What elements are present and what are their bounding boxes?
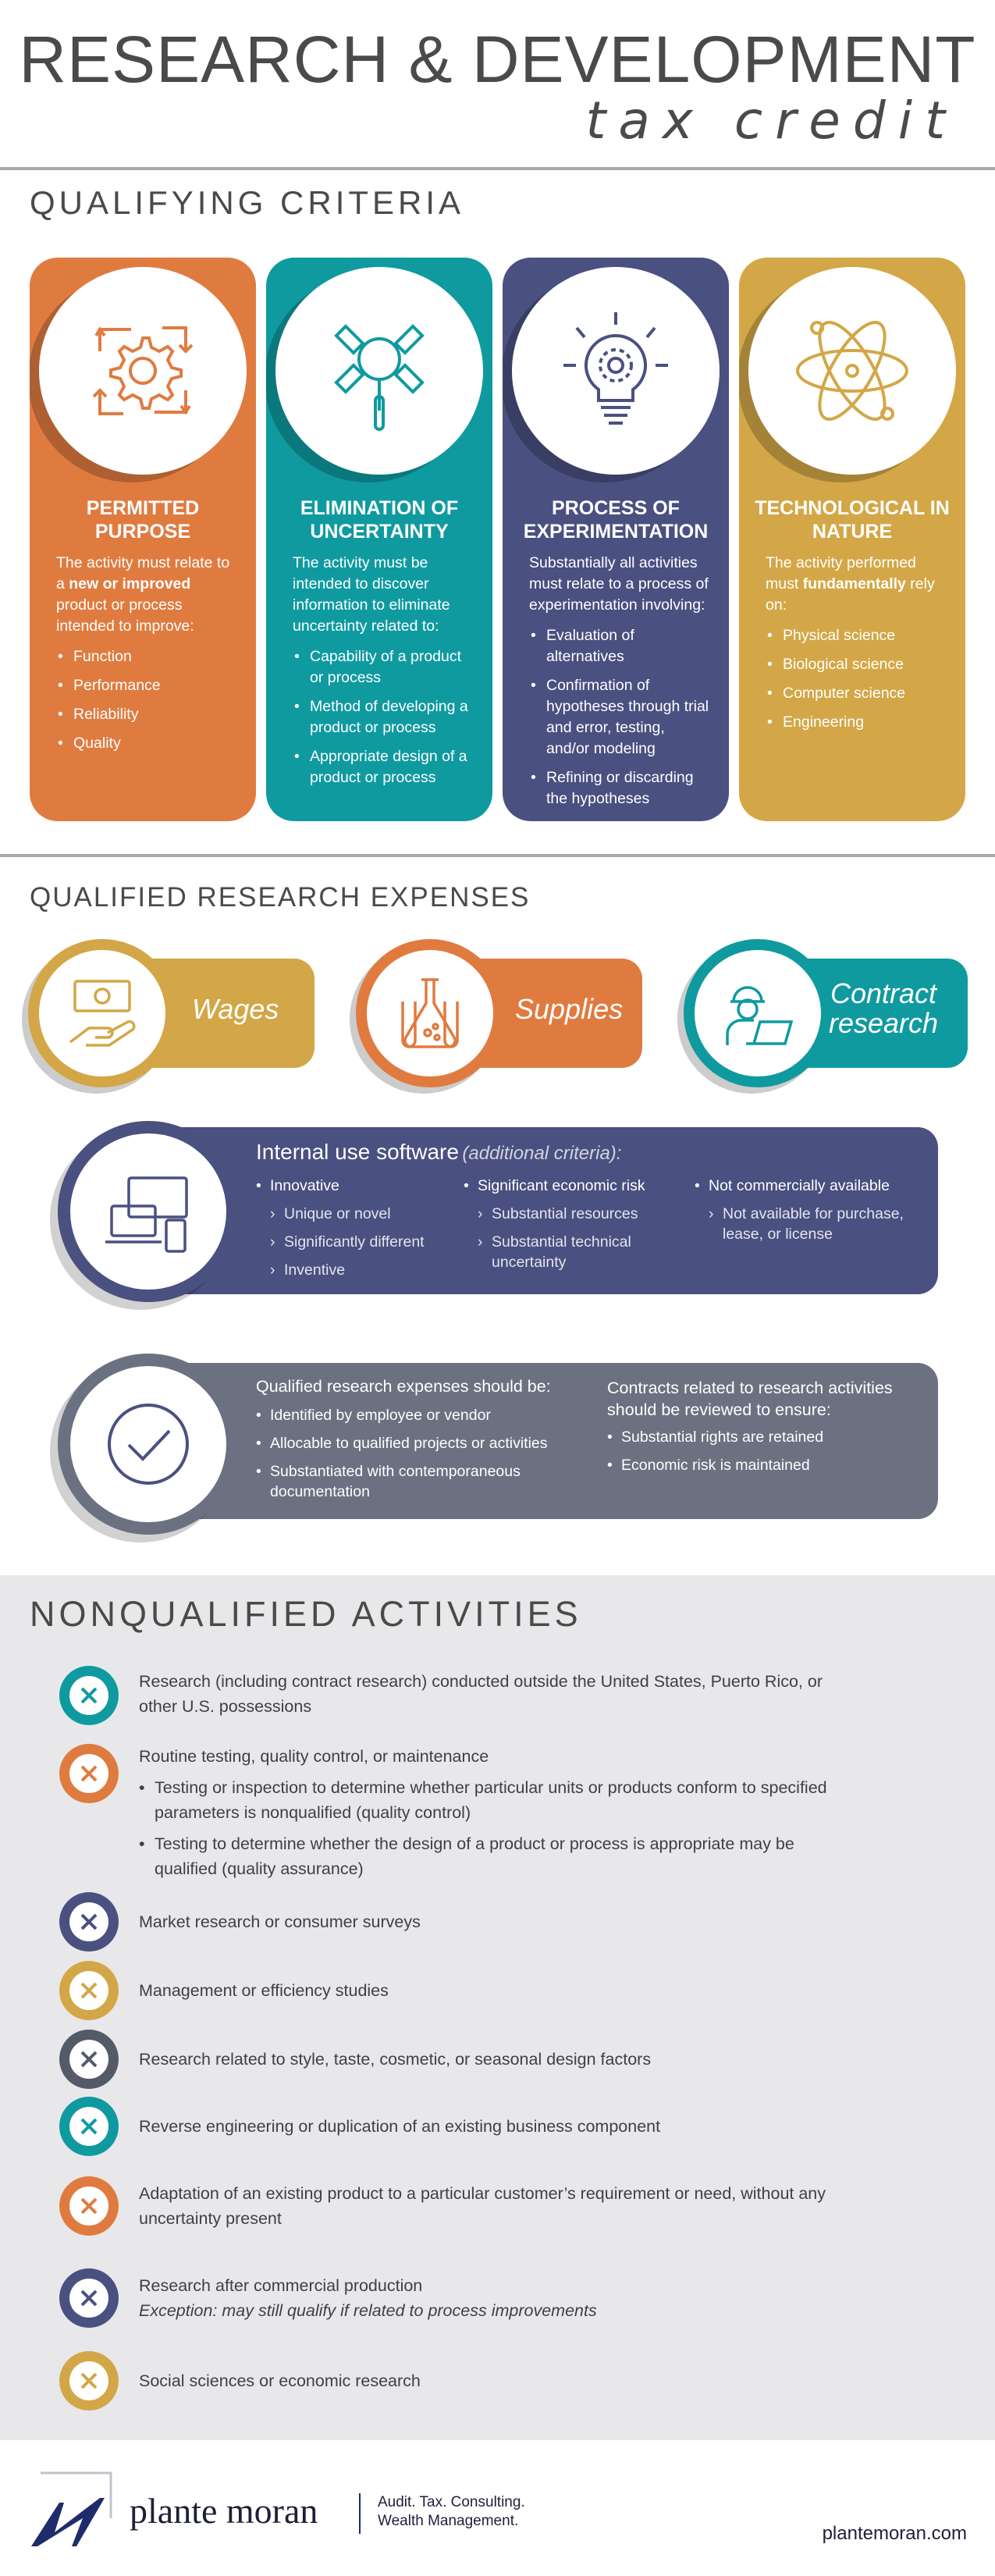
section-heading-nonqualified: NONQUALIFIED ACTIVITIES — [30, 1594, 582, 1634]
computer-devices-icon — [58, 1121, 239, 1302]
list-item: • Economic risk is maintained — [607, 1455, 919, 1475]
pill-label: Wages — [192, 993, 279, 1025]
divider — [359, 2493, 361, 2534]
expense-pill-supplies — [414, 959, 642, 1068]
nonqualified-item: Research (including contract research) conducted outside the United States, Puerto Rico, or other U.S. possessions — [139, 1672, 823, 1716]
x-circle-icon — [59, 2268, 119, 2328]
list-item: • Identified by employee or vendor — [256, 1405, 568, 1425]
criteria-card-technological-in-nature — [739, 258, 965, 821]
criterion-sub: › Unique or novel — [270, 1204, 467, 1224]
nonqualified-subitem: • Testing to determine whether the design of a product or process is appropriate may be qualified (quality assurance) — [139, 1831, 841, 1881]
section-heading-criteria: QUALIFYING CRITERIA — [30, 184, 465, 221]
criterion-head: • Not commercially available — [695, 1176, 921, 1196]
list-item: • Engineering — [766, 712, 948, 733]
criteria-card-permitted-purpose — [30, 258, 256, 821]
footer — [0, 2440, 995, 2576]
qre-box — [148, 1363, 938, 1519]
box-title: Internal use software (additional criteria): — [256, 1140, 622, 1164]
list-item: • Performance — [56, 675, 239, 696]
page-title: RESEARCH & DEVELOPMENT — [19, 23, 976, 96]
card-title: PROCESS OF EXPERIMENTATION — [523, 497, 709, 543]
divider — [0, 854, 995, 857]
list-item: • Appropriate design of a product or process — [293, 746, 475, 788]
list-item: • Function — [56, 646, 239, 667]
internal-use-software-box — [148, 1127, 938, 1294]
card-intro: The activity must be intended to discover information to eliminate uncertainty related to: — [293, 554, 450, 635]
criterion-sub: › Inventive — [270, 1260, 467, 1280]
criteria-card-elimination-of-uncertainty — [266, 258, 492, 821]
nonqualified-item: Reverse engineering or duplication of an existing business component — [139, 2117, 661, 2136]
pill-label: Supplies — [515, 993, 624, 1025]
brand-name: plante moran — [130, 2491, 318, 2531]
contracts-list — [607, 1427, 919, 1483]
nonqualified-item: Management or efficiency studies — [139, 1981, 389, 2000]
list-item: • Computer science — [766, 683, 948, 704]
divider — [0, 167, 995, 170]
section-heading-expenses: QUALIFIED RESEARCH EXPENSES — [30, 882, 531, 913]
nonqualified-item: Research related to style, taste, cosmetic, or seasonal design factors — [139, 2050, 652, 2069]
card-intro: The activity must relate to a new or improved product or process intended to improve: — [56, 554, 230, 635]
criterion-sub: › Significantly different — [270, 1232, 467, 1252]
x-circle-icon — [59, 2097, 119, 2156]
expense-pill-wages — [86, 959, 314, 1068]
gear-cycle-icon — [39, 267, 247, 475]
card-intro: The activity performed must fundamentally rely on: — [766, 554, 935, 614]
plante-moran-logo — [28, 2471, 114, 2548]
list-item: • Allocable to qualified projects or activities — [256, 1433, 568, 1453]
exception-note: Exception: may still qualify if related to process improvements — [139, 2301, 597, 2320]
software-col-3 — [695, 1176, 921, 1252]
criterion-sub: › Not available for purchase, lease, or license — [709, 1204, 921, 1244]
nonqualified-item: Market research or consumer surveys — [139, 1912, 421, 1931]
qre-title: Qualified research expenses should be: — [256, 1377, 551, 1396]
x-circle-icon — [59, 2351, 119, 2411]
flasks-icon — [356, 939, 504, 1087]
nonqualified-item: Social sciences or economic research — [139, 2371, 421, 2390]
card-intro: Substantially all activities must relate to a process of experimentation involving: — [529, 554, 709, 614]
list-item: • Physical science — [766, 625, 948, 646]
magnifier-icon — [275, 267, 483, 475]
card-title: PERMITTED PURPOSE — [86, 497, 200, 543]
list-item: • Refining or discarding the hypotheses — [529, 767, 712, 809]
worker-laptop-icon — [684, 939, 832, 1087]
criterion-head: • Innovative — [256, 1176, 467, 1196]
qre-list — [256, 1405, 568, 1510]
expense-pill-contract-research — [741, 959, 968, 1068]
page-subtitle: tax credit — [585, 91, 958, 151]
list-item: • Method of developing a product or process — [293, 696, 475, 738]
criterion-sub: › Substantial resources — [478, 1204, 690, 1224]
software-col-1 — [256, 1176, 467, 1288]
x-circle-icon — [59, 2030, 119, 2089]
criteria-card-process-of-experimentation — [503, 258, 729, 821]
x-circle-icon — [59, 1892, 119, 1952]
pill-label: Contract research — [829, 977, 939, 1039]
list-item: • Reliability — [56, 704, 239, 725]
x-circle-icon — [59, 1961, 119, 2020]
criterion-sub: › Substantial technical uncertainty — [478, 1232, 690, 1272]
atom-icon — [748, 267, 956, 475]
list-item: • Evaluation of alternatives — [529, 625, 712, 667]
lightbulb-gear-icon — [512, 267, 720, 475]
list-item: • Capability of a product or process — [293, 646, 475, 688]
list-item: • Substantial rights are retained — [607, 1427, 919, 1447]
website-link[interactable]: plantemoran.com — [822, 2523, 967, 2544]
x-circle-icon — [59, 2176, 119, 2236]
nonqualified-item: Adaptation of an existing product to a particular customer’s requirement or need, without any uncertainty present — [139, 2184, 826, 2228]
list-item: • Substantiated with contemporaneous documentation — [256, 1461, 568, 1502]
x-circle-icon — [59, 1744, 119, 1803]
nonqualified-item: Research after commercial production Exception: may still qualify if related to process improvements — [139, 2273, 841, 2323]
list-item: • Confirmation of hypotheses through trial and error, testing, and/or modeling — [529, 675, 712, 760]
card-title: ELIMINATION OF UNCERTAINTY — [300, 497, 459, 543]
contracts-title: Contracts related to research activities should be reviewed to ensure: — [607, 1379, 893, 1419]
nonqualified-subitem: • Testing or inspection to determine whether particular units or products conform to specified parameters is nonqualified (quality control) — [139, 1775, 841, 1825]
money-hand-icon — [28, 939, 176, 1087]
checkmark-icon — [58, 1354, 239, 1535]
nonqualified-item: Routine testing, quality control, or maintenance • Testing or inspection to determine whether particular units or products conform to specified parameters is nonqualified (quality control) • Testing to determine whether the design of a product or process is appropriate may be qualified (quality assurance) — [139, 1744, 841, 1881]
x-circle-icon — [59, 1666, 119, 1725]
list-item: • Quality — [56, 733, 239, 754]
list-item: • Biological science — [766, 654, 948, 675]
software-col-2 — [464, 1176, 690, 1280]
criterion-head: • Significant economic risk — [464, 1176, 690, 1196]
brand-tagline: Audit. Tax. Consulting. Wealth Management. — [378, 2494, 525, 2529]
card-title: TECHNOLOGICAL IN NATURE — [755, 497, 950, 543]
